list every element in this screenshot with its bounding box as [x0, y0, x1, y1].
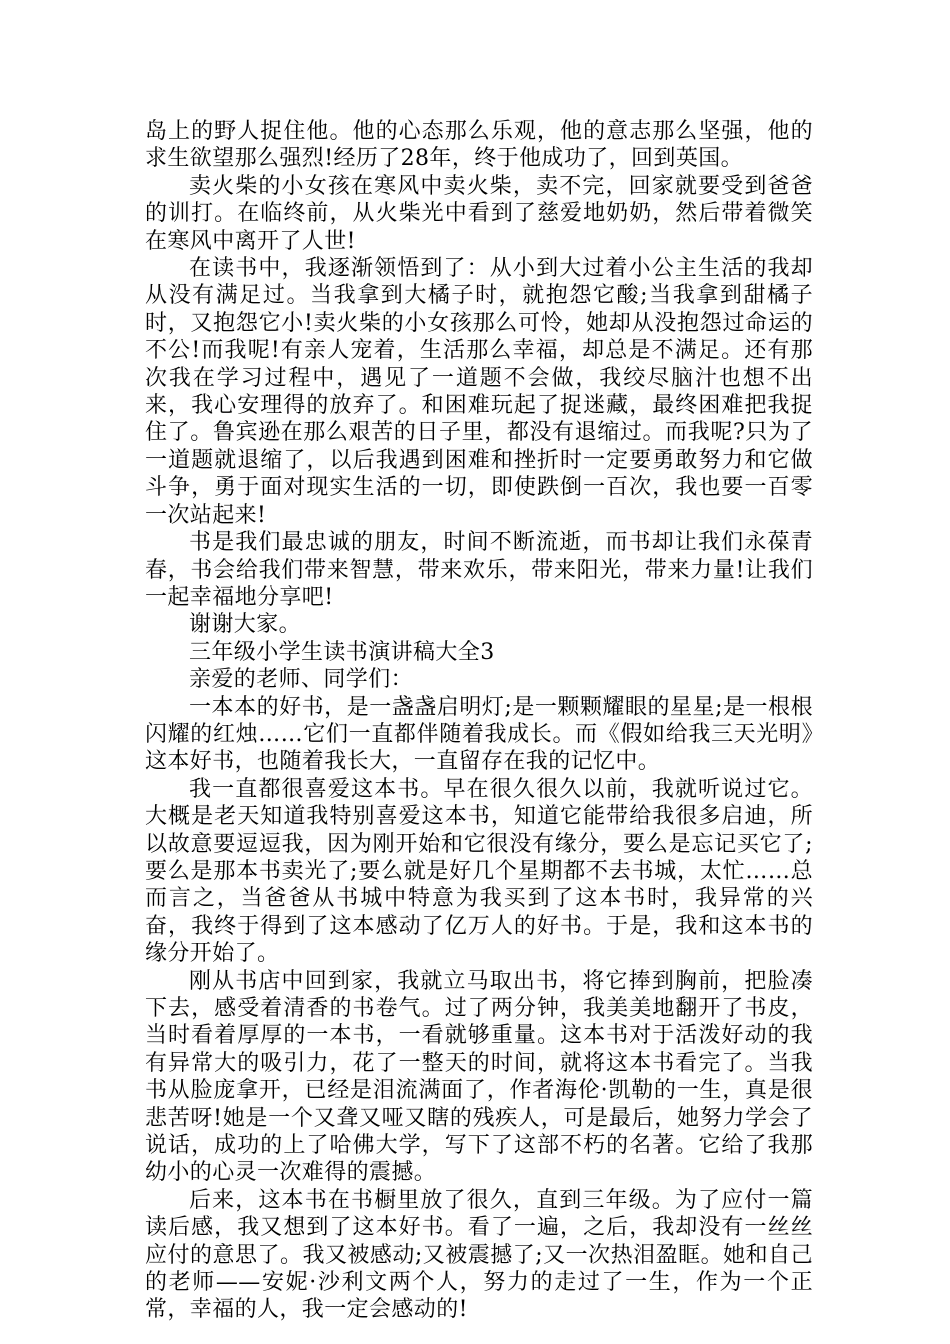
- paragraph-4: 书是我们最忠诚的朋友，时间不断流逝，而书却让我们永葆青春，书会给我们带来智慧，带来欢乐，带来阳光，带来力量!让我们一起幸福地分享吧!: [145, 530, 813, 610]
- paragraph-10: 刚从书店中回到家，我就立马取出书，将它捧到胸前，把脸凑下去，感受着清香的书卷气。过了两分钟，我美美地翻开了书皮，当时看着厚厚的一本书，一看就够重量。这本书对于活泼好动的我有异常大的吸引力，花了一整天的时间，就将这本书看完了。当我书从脸庞拿开，已经是泪流满面了，作者海伦·凯勒的一生，真是很悲苦呀!她是一个又聋又哑又瞎的残疾人，可是最后，她努力学会了说话，成功的上了哈佛大学，写下了这部不朽的名著。它给了我那幼小的心灵一次难得的震撼。: [145, 968, 813, 1186]
- paragraph-9: 我一直都很喜爱这本书。早在很久很久以前，我就听说过它。大概是老天知道我特别喜爱这本书，知道它能带给我很多启迪，所以故意要逗逗我，因为刚开始和它很没有缘分，要么是忘记买它了;要么是那本书卖光了;要么就是好几个星期都不去书城，太忙……总而言之，当爸爸从书城中特意为我买到了这本书时，我异常的兴奋，我终于得到了这本感动了亿万人的好书。于是，我和这本书的缘分开始了。: [145, 776, 813, 967]
- paragraph-11: 后来，这本书在书橱里放了很久，直到三年级。为了应付一篇读后感，我又想到了这本好书。看了一遍，之后，我却没有一丝丝应付的意思了。我又被感动;又被震撼了;又一次热泪盈眶。她和自己的老师——安妮·沙利文两个人，努力的走过了一生，作为一个正常，幸福的人，我一定会感动的!: [145, 1187, 813, 1323]
- paragraph-5: 谢谢大家。: [189, 612, 302, 638]
- paragraph-2: 卖火柴的小女孩在寒风中卖火柴，卖不完，回家就要受到爸爸的训打。在临终前，从火柴光中看到了慈爱地奶奶，然后带着微笑在寒风中离开了人世!: [145, 173, 813, 254]
- document-body: [145, 118, 813, 1324]
- section-heading: 三年级小学生读书演讲稿大全3: [189, 639, 495, 665]
- paragraph-3: 在读书中，我逐渐领悟到了：从小到大过着小公主生活的我却从没有满足过。当我拿到大橘子时，就抱怨它酸;当我拿到甜橘子时，又抱怨它小!卖火柴的小女孩那么可怜，她却从没抱怨过命运的不公!而我呢!有亲人宠着，生活那么幸福，却总是不满足。还有那次我在学习过程中，遇见了一道题不会做，我绞尽脑汁也想不出来，我心安理得的放弃了。和困难玩起了捉迷藏，最终困难把我捉住了。鲁宾逊在那么艰苦的日子里，都没有退缩过。而我呢?只为了一道题就退缩了，以后我遇到困难和挫折时一定要勇敢努力和它做斗争，勇于面对现实生活的一切，即使跌倒一百次，我也要一百零一次站起来!: [145, 256, 813, 528]
- paragraph-8: 一本本的好书，是一盏盏启明灯;是一颗颗耀眼的星星;是一根根闪耀的红烛……它们一直都伴随着我成长。而《假如给我三天光明》这本好书，也随着我长大，一直留存在我的记忆中。: [145, 694, 813, 775]
- salutation: 亲爱的老师、同学们：: [189, 667, 414, 693]
- paragraph-1: 岛上的野人捉住他。他的心态那么乐观，他的意志那么坚强，他的求生欲望那么强烈!经历了28年，终于他成功了，回到英国。: [145, 119, 813, 172]
